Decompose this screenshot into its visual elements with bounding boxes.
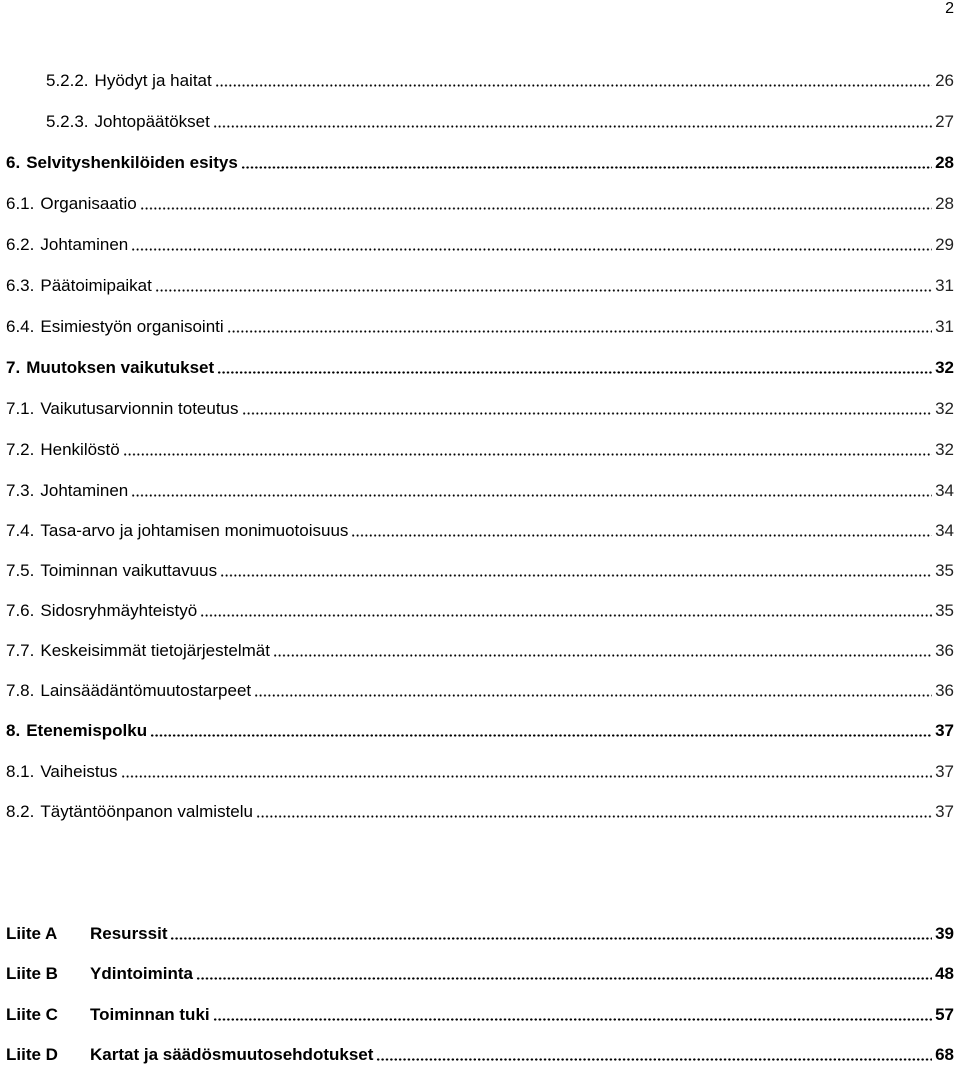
entry-title: Sidosryhmäyhteistyö [40,601,198,620]
dot-leader [155,289,932,292]
toc-entry[interactable] [0,391,960,419]
toc-entry[interactable] [0,553,960,581]
entry-page-number: 28 [935,153,954,172]
entry-number: 6.2. [6,235,35,254]
toc-entry[interactable] [0,673,960,701]
entry-title: Lainsäädäntömuutostarpeet [40,681,252,700]
entry-page-number: 37 [935,762,954,781]
entry-page-number: 34 [935,521,954,540]
dot-leader [196,977,932,980]
entry-page-number: 35 [935,601,954,620]
dot-leader [170,937,932,940]
entry-page-number: 32 [935,358,954,377]
entry-number: 7.4. [6,521,35,540]
entry-page-number: 48 [935,964,954,983]
entry-title: Vaiheistus [40,762,118,781]
page-number: 2 [945,0,954,17]
entry-page-number: 35 [935,561,954,580]
entry-number: 5.2.2. [46,71,89,90]
entry-title: Päätoimipaikat [40,276,152,295]
entry-page-number: 31 [935,276,954,295]
entry-page-number: 27 [935,112,954,131]
entry-title: Resurssit [90,924,168,943]
dot-leader [273,654,932,657]
dot-leader [213,1018,932,1021]
entry-page-number: 34 [935,481,954,500]
entry-number: 8. [6,721,21,740]
dot-leader [351,534,932,537]
dot-leader [242,412,933,415]
toc-entry[interactable] [0,227,960,255]
entry-title: Ydintoiminta [90,964,193,983]
entry-page-number: 32 [935,399,954,418]
entry-number: 7.6. [6,601,35,620]
entry-title: Esimiestyön organisointi [40,317,224,336]
toc-entry[interactable] [0,63,960,91]
entry-title: Toiminnan vaikuttavuus [40,561,218,580]
entry-number: Liite C [6,1005,58,1024]
toc-entry[interactable] [0,593,960,621]
entry-title: Toiminnan tuki [90,1005,210,1024]
entry-page-number: 57 [935,1005,954,1024]
entry-page-number: 36 [935,641,954,660]
entry-number: 8.1. [6,762,35,781]
entry-title: Selvityshenkilöiden esitys [26,153,238,172]
dot-leader [131,494,932,497]
entry-title: Organisaatio [40,194,137,213]
dot-leader [220,574,932,577]
entry-title: Etenemispolku [26,721,148,740]
appendix-entry[interactable] [0,1037,960,1065]
entry-number: 7.5. [6,561,35,580]
dot-leader [256,815,932,818]
entry-number: 7. [6,358,21,377]
entry-title: Johtaminen [40,481,129,500]
entry-number: Liite A [6,924,58,943]
entry-title: Kartat ja säädösmuutosehdotukset [90,1045,374,1064]
toc-entry[interactable] [0,350,960,378]
entry-page-number: 37 [935,721,954,740]
toc-entry[interactable] [0,104,960,132]
toc-entry[interactable] [0,473,960,501]
dot-leader [140,207,932,210]
entry-number: 7.2. [6,440,35,459]
entry-number: 5.2.3. [46,112,89,131]
entry-title: Muutoksen vaikutukset [26,358,215,377]
entry-page-number: 31 [935,317,954,336]
dot-leader [123,453,932,456]
toc-entry[interactable] [0,186,960,214]
entry-title: Täytäntöönpanon valmistelu [40,802,253,821]
appendix-entry[interactable] [0,916,960,944]
entry-page-number: 29 [935,235,954,254]
entry-number: Liite D [6,1045,58,1064]
entry-title: Johtopäätökset [94,112,210,131]
entry-title: Johtaminen [40,235,129,254]
toc-entry[interactable] [0,309,960,337]
entry-page-number: 68 [935,1045,954,1064]
dot-leader [131,248,932,251]
entry-number: 6.3. [6,276,35,295]
toc-entry[interactable] [0,513,960,541]
entry-title: Vaikutusarvionnin toteutus [40,399,239,418]
entry-number: 8.2. [6,802,35,821]
entry-number: 7.8. [6,681,35,700]
toc-entry[interactable] [0,754,960,782]
toc-entry[interactable] [0,145,960,173]
appendix-entry[interactable] [0,997,960,1025]
entry-page-number: 28 [935,194,954,213]
toc-entry[interactable] [0,633,960,661]
entry-number: 6. [6,153,21,172]
entry-title: Tasa-arvo ja johtamisen monimuotoisuus [40,521,349,540]
entry-page-number: 36 [935,681,954,700]
entry-number: 7.7. [6,641,35,660]
entry-page-number: 26 [935,71,954,90]
entry-page-number: 32 [935,440,954,459]
toc-entry[interactable] [0,268,960,296]
dot-leader [215,84,932,87]
toc-entry[interactable] [0,794,960,822]
dot-leader [121,775,933,778]
entry-number: Liite B [6,964,58,983]
toc-entry[interactable] [0,432,960,460]
appendix-entry[interactable] [0,956,960,984]
dot-leader [376,1058,932,1061]
entry-title: Hyödyt ja haitat [94,71,212,90]
entry-number: 7.1. [6,399,35,418]
entry-number: 6.4. [6,317,35,336]
entry-title: Keskeisimmät tietojärjestelmät [40,641,270,660]
entry-page-number: 39 [935,924,954,943]
dot-leader [150,734,932,737]
dot-leader [217,371,932,374]
entry-number: 7.3. [6,481,35,500]
dot-leader [200,614,932,617]
dot-leader [254,694,932,697]
entry-title: Henkilöstö [40,440,120,459]
entry-page-number: 37 [935,802,954,821]
toc-entry[interactable] [0,713,960,741]
entry-number: 6.1. [6,194,35,213]
dot-leader [241,166,932,169]
dot-leader [227,330,932,333]
dot-leader [213,125,932,128]
